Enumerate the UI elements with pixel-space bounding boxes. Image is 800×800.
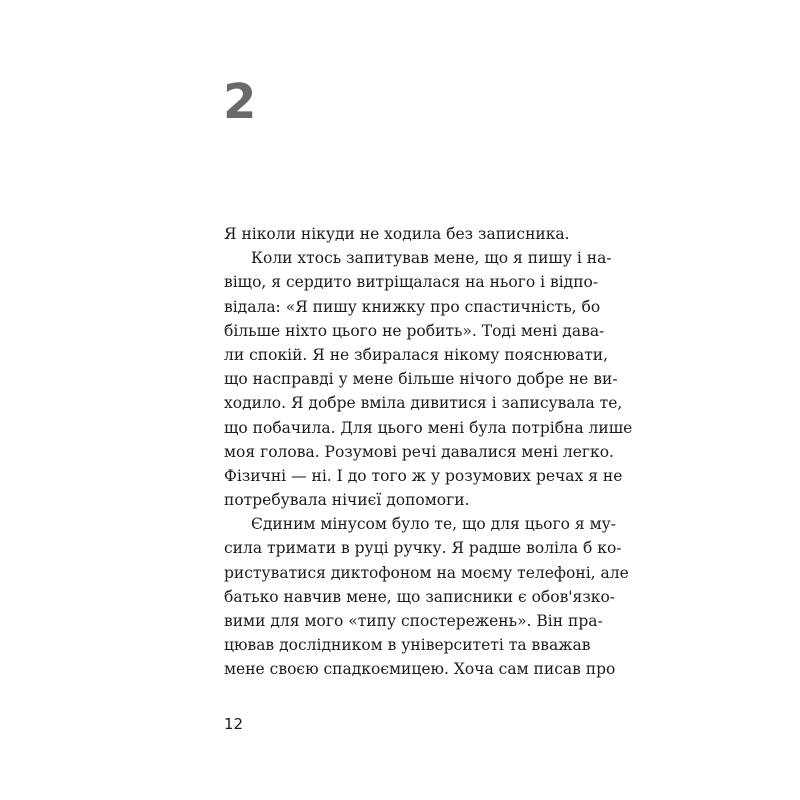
text-line: що насправді у мене більше нічого добре не ви- (224, 370, 618, 389)
text-line: більше ніхто цього не робить». Тоді мені дава- (224, 321, 605, 340)
text-line: потребувала нічиєї допомоги. (224, 491, 470, 510)
text-line: Фізичні — ні. І до того ж у розумових речах я не (224, 466, 623, 485)
text-line: моя голова. Розумові речі давалися мені легко. (224, 442, 614, 461)
body-text (224, 222, 633, 682)
page-number: 12 (224, 715, 244, 733)
text-line: батько навчив мене, що записники є обов'язко- (224, 587, 616, 606)
text-line: ристуватися диктофоном на моєму телефоні, але (224, 563, 629, 582)
text-line: сила тримати в руці ручку. Я радше воліла б ко- (224, 539, 622, 558)
text-line: Єдиним мінусом було те, що для цього я му- (251, 515, 616, 534)
text-line: Я ніколи нікуди не ходила без записника. (224, 225, 570, 243)
text-line: відала: «Я пишу книжку про спастичність, бо (224, 297, 601, 316)
text-line: мене своєю спадкоємицею. Хоча сам писав про (224, 660, 616, 679)
text-line: ходило. Я добре вміла дивитися і записувала те, (224, 394, 623, 413)
text-line: що побачила. Для цього мені була потрібна лише (224, 418, 633, 437)
text-line: віщо, я сердито витріщалася на нього і відпо- (224, 273, 599, 292)
chapter-number: 2 (223, 74, 257, 130)
text-line: ли спокій. Я не збиралася нікому пояснювати, (224, 345, 609, 364)
text-line: вими для мого «типу спостережень». Він пра- (224, 612, 603, 630)
text-line: Коли хтось запитував мене, що я пишу і на- (251, 249, 612, 268)
text-line: цював дослідником в університеті та вважав (224, 636, 591, 655)
